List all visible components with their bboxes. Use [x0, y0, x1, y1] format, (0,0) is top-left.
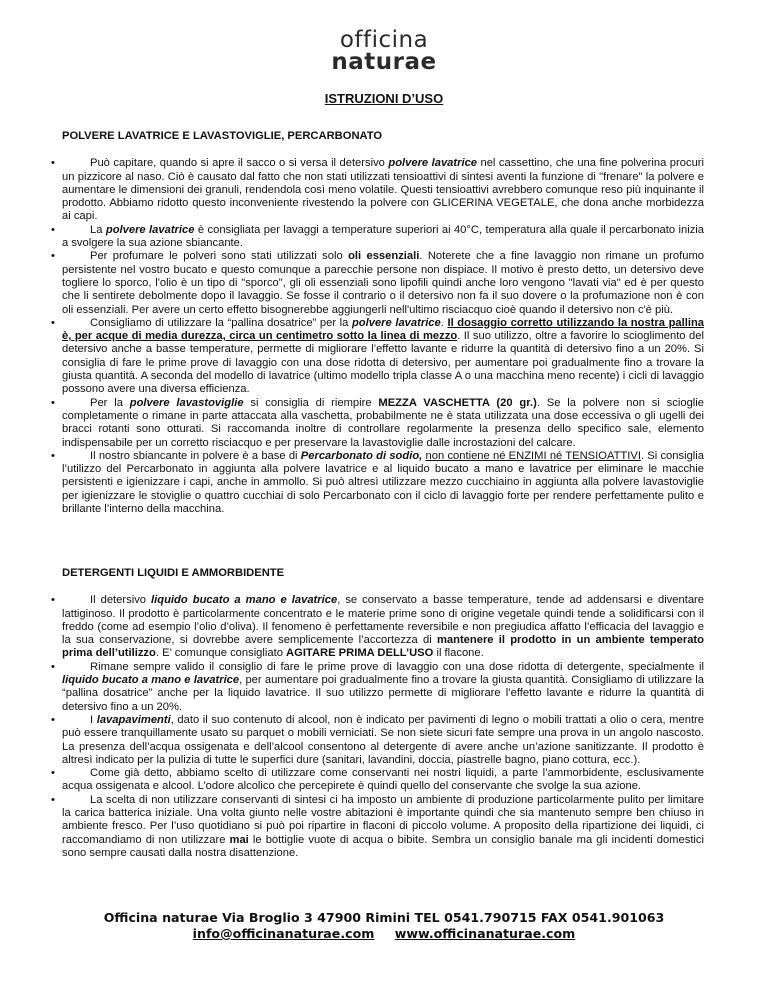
bullet-icon: •	[51, 250, 55, 263]
bullet-icon: •	[51, 157, 55, 170]
bullet-icon: •	[51, 660, 55, 673]
email-link[interactable]: info@officinanaturae.com	[192, 926, 375, 941]
list-item: • Consigliamo di utilizzare la “pallina dosatrice” per la polvere lavatrice. Il dosaggio corretto utilizzando la nostra pallina è, per acque di media durezza, circa un centimetro sotto la linea di mezzo. Il suo utilizzo, oltre a favorire lo scioglimento del detersivo anche a basse temperature, permette di migliorare l’effetto lavante e ridurre la quantità di detersivo fino a un 20%. Si consiglia di fare le prime prove di lavaggio con una dose ridotta di detersivo, per aumentare poi gradualmente fino a trovare la giusta quantità. A seconda del modello di lavatrice (ultimo modello tripla classe A o una macchina meno recente) i cicli di lavaggio possono avere una diversa efficienza.	[51, 316, 705, 396]
bullet-icon: •	[51, 713, 55, 726]
bullet-icon: •	[51, 223, 55, 236]
powders-list	[51, 157, 705, 516]
bullet-icon: •	[51, 396, 55, 409]
list-item: • Il detersivo liquido bucato a mano e lavatrice, se conservato a basse temperature, tende ad addensarsi e diventare lattiginoso. Il prodotto è particolarmente concentrato e le materie prime sono di origine vegetale quindi tende a solidificarsi con il freddo (come ad esempio l’olio d’oliva). Il fenomeno è perfettamente reversibile e non pregiudica affatto l’efficacia del lavaggio e la sua conservazione, si dovrebbe avere semplicemente l’accortezza di mantenere il prodotto in un ambiente temperato prima dell’utilizzo. E’ comunque consigliato AGITARE PRIMA DELL’USO il flacone.	[51, 594, 704, 660]
bullet-icon: •	[51, 793, 55, 806]
footer-address: Officina naturae Via Broglio 3 47900 Rimini TEL 0541.790715 FAX 0541.901063	[103, 910, 665, 925]
brand-logo	[0, 28, 768, 74]
list-item: • Come già detto, abbiamo scelto di utilizzare come conservanti nei nostri liquidi, a parte l’ammorbidente, esclusivamente acqua ossigenata e alcool. L’odore alcolico che percepirete è quindi quello del conservante che svolge la sua azione.	[51, 767, 704, 793]
section-heading-liquids: DETERGENTI LIQUIDI E AMMORBIDENTE	[62, 567, 285, 579]
list-item: • La scelta di non utilizzare conservanti di sintesi ci ha imposto un ambiente di produzione particolarmente pulito per limitare la carica batterica iniziale. Una volta giunto nelle vostre abitazioni è importante quindi che sia mantenuto sempre ben chiuso in ambiente fresco. Per l’uso quotidiano si può poi ripartire in flaconi di piccolo volume. A proposito della ripartizione dei liquidi, ci raccomandiamo di non utilizzare mai le bottiglie vuote di acqua o bibite. Sembra un consiglio banale ma gli incidenti domestici sono sempre causati dalla nostra disattenzione.	[51, 793, 704, 859]
website-link[interactable]: www.officinanaturae.com	[394, 926, 576, 941]
logo-line-2: naturae	[331, 49, 437, 75]
page-title: ISTRUZIONI D’USO	[324, 91, 444, 106]
list-item: • La polvere lavatrice è consigliata per lavaggi a temperature superiori ai 40°C, temperatura alla quale il percarbonato inizia a svolgere la sua azione sbiancante.	[51, 223, 704, 250]
list-item: • Per profumare le polveri sono stati utilizzati solo oli essenziali. Noterete che a fine lavaggio non rimane un profumo persistente nel vostro bucato e questo comunque a parecchie persone non dispiace. Il motivo è presto detto, un detersivo deve togliere lo sporco, l'olio è un tipo di "sporco", gli oli essenziali sono lipofili quindi anche loro vengono "lavati via" ed è per questo che li sentirete debolmente dopo il lavaggio. Se fosse il contrario o il detersivo non fa il suo dovere o la profumazione non è con oli essenziali. Per avere un certo effetto bisognerebbe aggiungerli nell'ultimo risciacquo cioè quando il detersivo non c'è più.	[51, 250, 704, 316]
bullet-icon: •	[51, 316, 55, 329]
section-heading-powders: POLVERE LAVATRICE E LAVASTOVIGLIE, PERCARBONATO	[62, 130, 383, 142]
bullet-icon: •	[51, 449, 55, 462]
bullet-icon: •	[51, 594, 55, 607]
list-item: • Il nostro sbiancante in polvere è a base di Percarbonato di sodio, non contiene né ENZIMI né TENSIOATTIVI. Si consiglia l’utilizzo del Percarbonato in aggiunta alla polvere lavatrice e al liquido bucato a mano e lavatrice per eliminare le macchie persistenti e igienizzare i capi, anche in ammollo. Si può altresì utilizzare mezzo cucchiaino in aggiunta alla polvere lavastoviglie per igienizzare le stoviglie o quattro cucchiai di solo Percarbonato con il ciclo di lavaggio forte per rendere perfettamente pulito e brillante l’interno della macchina.	[51, 449, 704, 516]
list-item: • Per la polvere lavastoviglie si consiglia di riempire MEZZA VASCHETTA (20 gr.). Se la polvere non si scioglie completamente o rimane in parte attaccata alla vaschetta, probabilmente ne è stata utilizzata una dose eccessiva o gli ugelli dei bracci rotanti sono otturati. Si raccomanda inoltre di controllare regolarmente la presenza dello specifico sale, elemento indispensabile per un corretto risciacquo e per preservare la lavastoviglie dalle incrostazioni del calcare.	[51, 396, 704, 449]
section-powders	[51, 130, 705, 516]
list-item: • I lavapavimenti, dato il suo contenuto di alcool, non è indicato per pavimenti di legno o mobili trattati a olio o cera, mentre può essere tranquillamente usato su parquet o mobili verniciati. Se non siete sicuri fate sempre una prova in un angolo nascosto. La presenza dell’acqua ossigenata e dell’alcool consentono al detergente di avere anche un’azione sanitizzante. Il prodotto è altresì indicato per la pulizia di tutte le superfici dure (sanitari, lavandini, doccia, piastrelle bagno, piano cottura, ecc.).	[51, 713, 705, 766]
footer-contacts	[0, 910, 768, 942]
section-liquids	[51, 567, 705, 860]
list-item: • Rimane sempre valido il consiglio di fare le prime prove di lavaggio con una dose ridotta di detergente, specialmente il liquido bucato a mano e lavatrice, per aumentare poi gradualmente fino a trovare la giusta quantità. Consigliamo di utilizzare la “pallina dosatrice” anche per la liquido lavatrice. Il suo utilizzo permette di migliorare l’effetto lavante e ridurre la quantità di detersivo fino a un 20%.	[51, 660, 704, 713]
liquids-list	[51, 594, 705, 860]
list-item: • Può capitare, quando si apre il sacco o si versa il detersivo polvere lavatrice nel cassettino, che una fine polverina procuri un pizzicore al naso. Ciò è causato dal fatto che non stati utilizzati tensioattivi di sintesi aventi la funzione di "frenare" la polvere e aumentare le dimensioni dei granuli, rendendola così meno volatile. Questi tensioattivi avrebbero comunque reso più inquinante il prodotto. Abbiamo ridotto questo inconveniente rivestendo la polvere con GLICERINA VEGETALE, che dona anche morbidezza ai capi.	[51, 157, 704, 223]
bullet-icon: •	[51, 767, 55, 780]
logo-line-1: officina	[339, 27, 429, 53]
